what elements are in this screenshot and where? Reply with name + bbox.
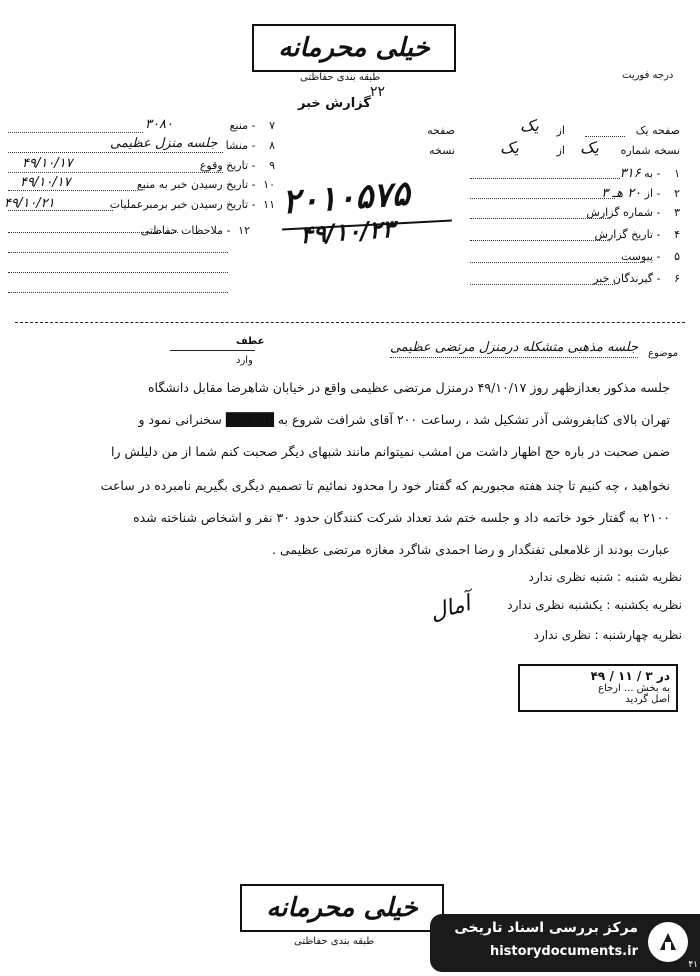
- registration-stamp-line1: در ۳ / ۱۱ / ۴۹: [590, 669, 670, 683]
- handwritten-date: ۴۹/۱۰/۲۳: [299, 214, 396, 250]
- page-from: از: [556, 124, 565, 137]
- field-ops-receipt-date: ۱۱ - تاریخ رسیدن خبر برمبرعملیات: [109, 198, 275, 211]
- item-from: ۲ - از ۲۰ هـ ۳: [601, 186, 680, 201]
- field-source: ۷ - منبع: [229, 119, 275, 132]
- archive-center-name: مرکز بررسی اسناد تاریخی: [454, 920, 638, 936]
- field-event-date-value: ۴۹/۱۰/۱۷: [22, 156, 73, 171]
- header-separator: [15, 322, 685, 323]
- item-report-number: ۳ - شماره گزارش: [586, 206, 680, 219]
- registration-stamp-line3: اصل گردید: [625, 694, 670, 705]
- archive-logo-icon: [648, 922, 688, 962]
- page-number: ۴۱: [688, 960, 698, 970]
- registration-stamp-line2: به بخش ... ارجاع: [597, 683, 670, 694]
- copy-from: از: [556, 144, 565, 157]
- top-classification-stamp: [252, 24, 456, 72]
- bottom-classification-caption: طبقه بندی حفاظتی: [294, 936, 375, 947]
- field-source-receipt-date-value: ۴۹/۱۰/۱۷: [20, 175, 71, 190]
- archive-website: historydocuments.ir: [489, 944, 638, 959]
- note-sunday: نظریه یکشنبه : یکشنبه نظری ندارد: [507, 598, 682, 612]
- field-origin: ۸ - منشا: [225, 139, 275, 152]
- form-title: گزارش خبر: [298, 96, 371, 111]
- copy-label: نسخه شماره: [620, 144, 680, 157]
- registration-stamp: [518, 664, 678, 712]
- body-line: ضمن صحبت در باره حج اظهار داشت من امشب نمیتوانم مانند شبهای دیگر صحبت کنم شما از من دلیلش را: [111, 444, 670, 459]
- reference-label: عطف: [236, 336, 265, 347]
- item-to: ۱ - به ۳۱۶: [619, 166, 680, 181]
- top-stamp-text: خیلی محرمانه: [278, 33, 430, 63]
- field-event-date: ۹ - تاریخ وقوع: [199, 159, 275, 172]
- page-label: صفحه یک: [635, 124, 680, 137]
- handwritten-number: ۲۰۱۰۵۷۵: [280, 173, 412, 223]
- signature: آمال: [427, 591, 474, 626]
- page-sublabel: صفحه: [427, 124, 455, 137]
- note-wednesday: نظریه چهارشنبه : نظری ندارد: [533, 628, 682, 642]
- field-source-receipt-date: ۱۰ - تاریخ رسیدن خبر به منبع: [136, 178, 275, 191]
- subject-label: موضوع: [648, 348, 679, 359]
- item-report-date: ۴ - تاریخ گزارش: [594, 228, 680, 241]
- top-classification-caption: طبقه بندی حفاظتی: [300, 72, 381, 83]
- item-attachment: ۵ - پیوست: [620, 250, 680, 263]
- field-source-value: ۳۰۸۰: [145, 117, 173, 132]
- field-security-notes: ۱۲ - ملاحظات حفاظتی: [140, 224, 250, 237]
- note-saturday: نظریه شنبه : شنبه نظری ندارد: [528, 570, 682, 584]
- bottom-stamp-text: خیلی محرمانه: [266, 893, 418, 923]
- page-from-value: یک: [520, 116, 539, 135]
- copy-value: یک: [580, 138, 599, 157]
- bottom-classification-stamp: [240, 884, 444, 932]
- reference-sub: وارد: [236, 355, 253, 366]
- body-line: جلسه مذکور بعدازظهر روز ۴۹/۱۰/۱۷ درمنزل مرتضی عظیمی واقع در خیابان شاهرضا مقابل دانشگاه: [147, 380, 670, 395]
- body-line: عبارت بودند از غلامعلی تفنگدار و رضا احمدی شاگرد مغازه مرتضی عظیمی .: [272, 542, 670, 557]
- priority-label: درجه فوریت: [622, 70, 674, 81]
- field-origin-value: جلسه منزل عظیمی: [110, 136, 218, 151]
- copy-from-value: یک: [500, 138, 519, 157]
- body-line: تهران بالای کتابفروشی آذر تشکیل شد ، رساعت ۲۰۰ آقای شرافت شروع به █████ سخنرانی نمود و: [138, 412, 670, 427]
- serial-top: ۲۲: [370, 84, 386, 100]
- archive-center-badge: [430, 914, 700, 972]
- copy-sublabel: نسخه: [429, 144, 455, 157]
- body-line: نخواهید ، چه کنیم تا چند هفته مجبوریم که گفتار خود را محدود نمائیم تا تصمیم دیگری بگیریم نامبرده در ساعت: [100, 478, 670, 493]
- field-ops-receipt-date-value: ۴۹/۱۰/۲۱: [4, 196, 55, 211]
- body-line: ۲۱۰۰ به گفتار خود خاتمه داد و جلسه ختم شد تعداد شرکت کنندگان حدود ۳۰ نفر و اشخاص شناخته شده: [133, 510, 670, 525]
- item-recipients: ۶ - گیرندگان خبر: [593, 272, 680, 285]
- subject-value: جلسه مذهبی متشکله درمنزل مرتضی عظیمی: [390, 340, 638, 358]
